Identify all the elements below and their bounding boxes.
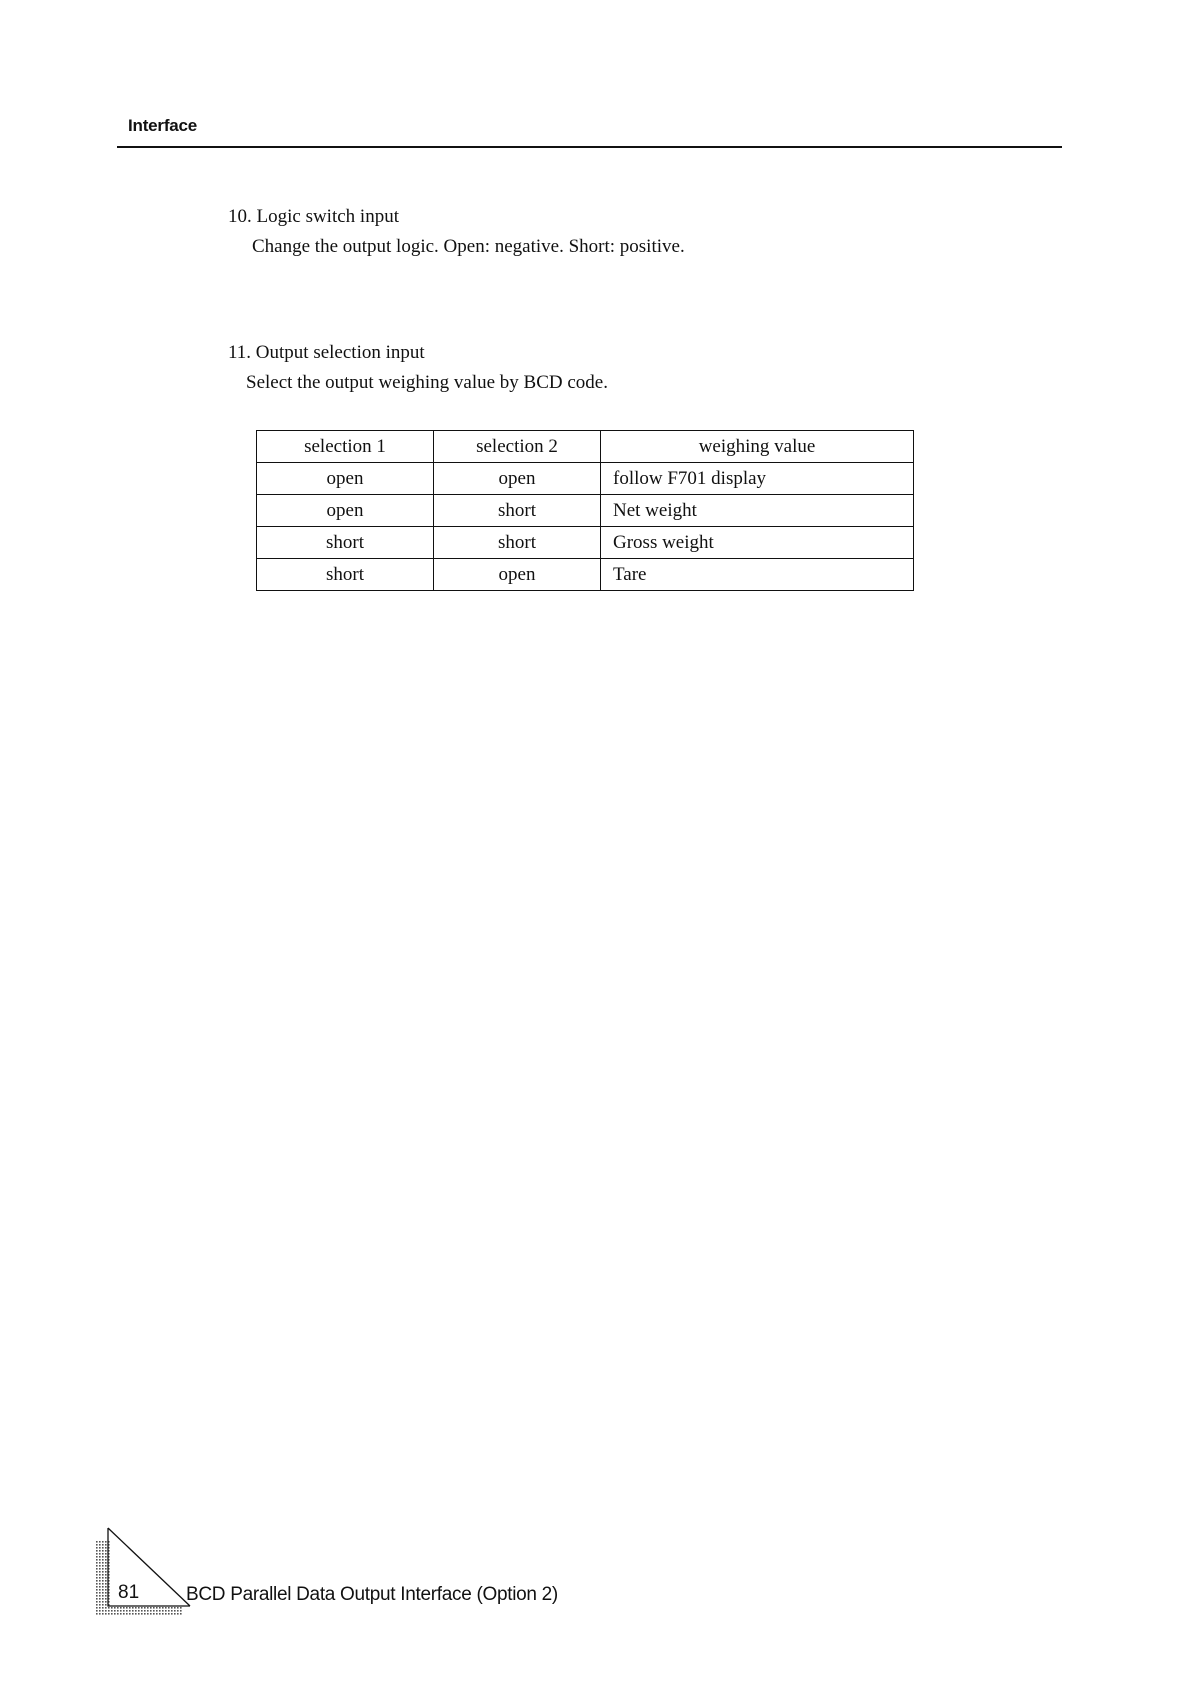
table-row xyxy=(257,495,914,527)
header-label: Interface xyxy=(128,116,198,135)
table-cell: follow F701 display xyxy=(601,463,914,495)
table-cell: open xyxy=(434,559,601,591)
column-header-selection-2: selection 2 xyxy=(434,431,601,463)
table-header-row xyxy=(257,431,914,463)
table-cell: short xyxy=(257,527,434,559)
table-cell: short xyxy=(434,495,601,527)
header-rule xyxy=(117,146,1062,148)
section-11-heading: 11. Output selection input xyxy=(228,342,425,363)
selection-table xyxy=(256,430,914,591)
table-row xyxy=(257,463,914,495)
page-number: 81 xyxy=(118,1582,140,1603)
table-row xyxy=(257,527,914,559)
table-cell: Gross weight xyxy=(601,527,914,559)
column-header-selection-1: selection 1 xyxy=(257,431,434,463)
section-10-heading: 10. Logic switch input xyxy=(228,206,399,227)
table-cell: open xyxy=(257,463,434,495)
table-cell: open xyxy=(434,463,601,495)
section-10-description: Change the output logic. Open: negative. Short: positive. xyxy=(252,236,685,257)
table-cell: open xyxy=(257,495,434,527)
table-cell: Net weight xyxy=(601,495,914,527)
table-cell: short xyxy=(257,559,434,591)
table-row xyxy=(257,559,914,591)
column-header-weighing-value: weighing value xyxy=(601,431,914,463)
footer-title: BCD Parallel Data Output Interface (Option 2) xyxy=(186,1584,558,1605)
table-cell: Tare xyxy=(601,559,914,591)
section-11-description: Select the output weighing value by BCD code. xyxy=(246,372,608,393)
table-cell: short xyxy=(434,527,601,559)
